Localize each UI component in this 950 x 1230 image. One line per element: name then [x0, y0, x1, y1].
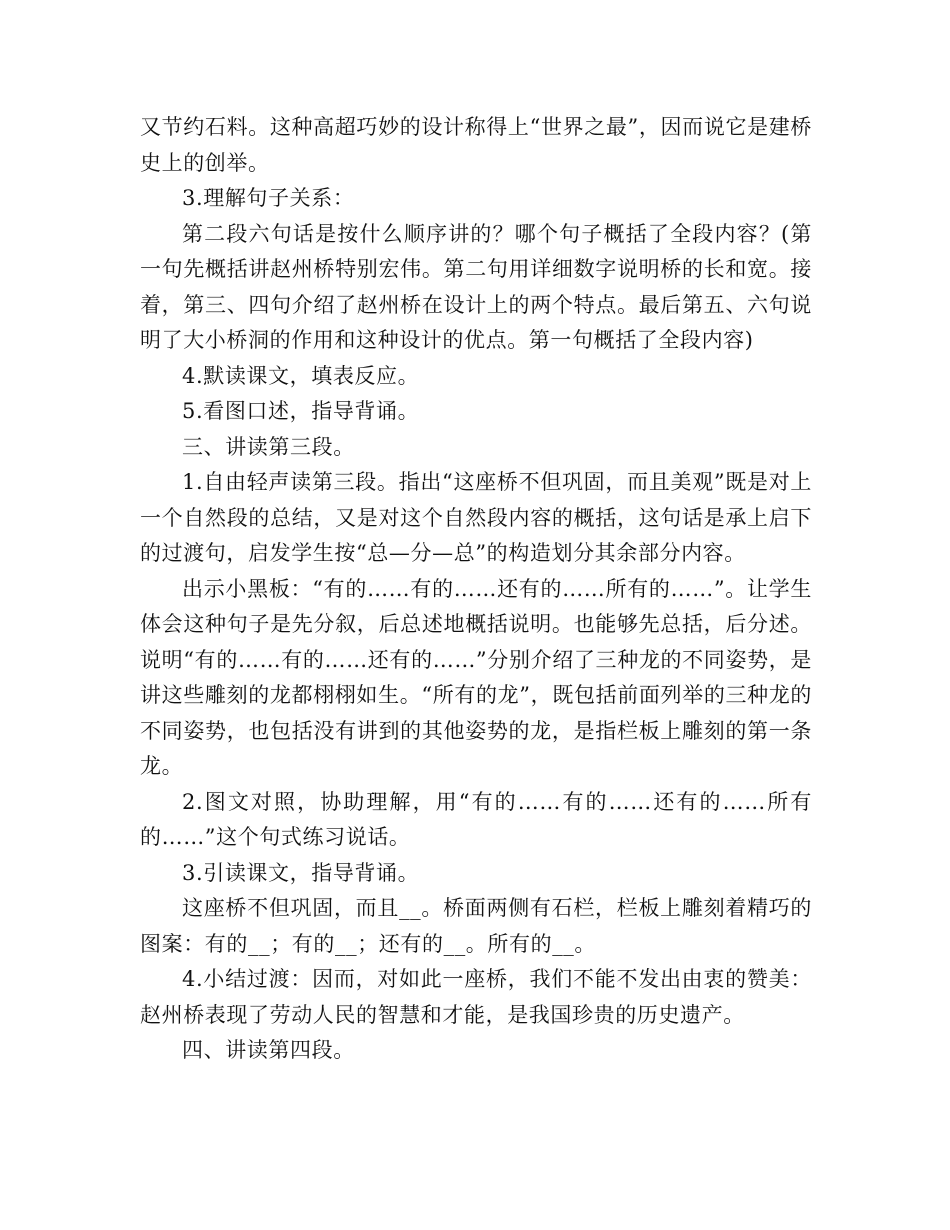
paragraph-item-4: 4.默读课文，填表反应。 [182, 363, 420, 388]
document-body [140, 110, 812, 1069]
paragraph-continuation: 又节约石料。这种高超巧妙的设计称得上“世界之最”，因而说它是建桥史上的创举。 [140, 115, 812, 175]
paragraph-second-section-analysis: 第二段六句话是按什么顺序讲的？哪个句子概括了全段内容？(第一句先概括讲赵州桥特别宏伟。第二句用详细数字说明桥的长和宽。接着，第三、四句介绍了赵州桥在设计上的两个特点。最后第五、六句说明了大小桥洞的作用和这种设计的优点。第一句概括了全段内容) [140, 221, 812, 352]
paragraph-fill-in-blanks: 这座桥不但巩固，而且__。桥面两侧有石栏，栏板上雕刻着精巧的图案：有的__；有的__；还有的__。所有的__。 [140, 896, 812, 956]
paragraph-part-three-item-4: 4.小结过渡：因而，对如此一座桥，我们不能不发出由衷的赞美：赵州桥表现了劳动人民的智慧和才能，是我国珍贵的历史遗产。 [140, 967, 812, 1027]
section-heading-part-four: 四、讲读第四段。 [182, 1038, 355, 1062]
paragraph-blackboard: 出示小黑板：“有的……有的……还有的……所有的……”。让学生体会这种句子是先分叙，后总述地概括说明。也能够先总括，后分述。说明“有的……有的……还有的……”分别介绍了三种龙的不同姿势，是讲这些雕刻的龙都栩栩如生。“所有的龙”，既包括前面列举的三种龙的不同姿势，也包括没有讲到的其他姿势的龙，是指栏板上雕刻的第一条龙。 [140, 576, 812, 778]
paragraph-part-three-item-1: 1.自由轻声读第三段。指出“这座桥不但巩固，而且美观”既是对上一个自然段的总结，又是对这个自然段内容的概括，这句话是承上启下的过渡句，启发学生按“总—分—总”的构造划分其余部分内容。 [140, 470, 812, 565]
paragraph-item-3-heading: 3.理解句子关系： [182, 186, 355, 210]
paragraph-item-5: 5.看图口述，指导背诵。 [182, 399, 420, 423]
paragraph-part-three-item-2: 2.图文对照，协助理解，用“有的……有的……还有的……所有的……”这个句式练习说话。 [140, 789, 812, 849]
paragraph-part-three-item-3: 3.引读课文，指导背诵。 [182, 860, 420, 885]
section-heading-part-three: 三、讲读第三段。 [182, 434, 355, 459]
